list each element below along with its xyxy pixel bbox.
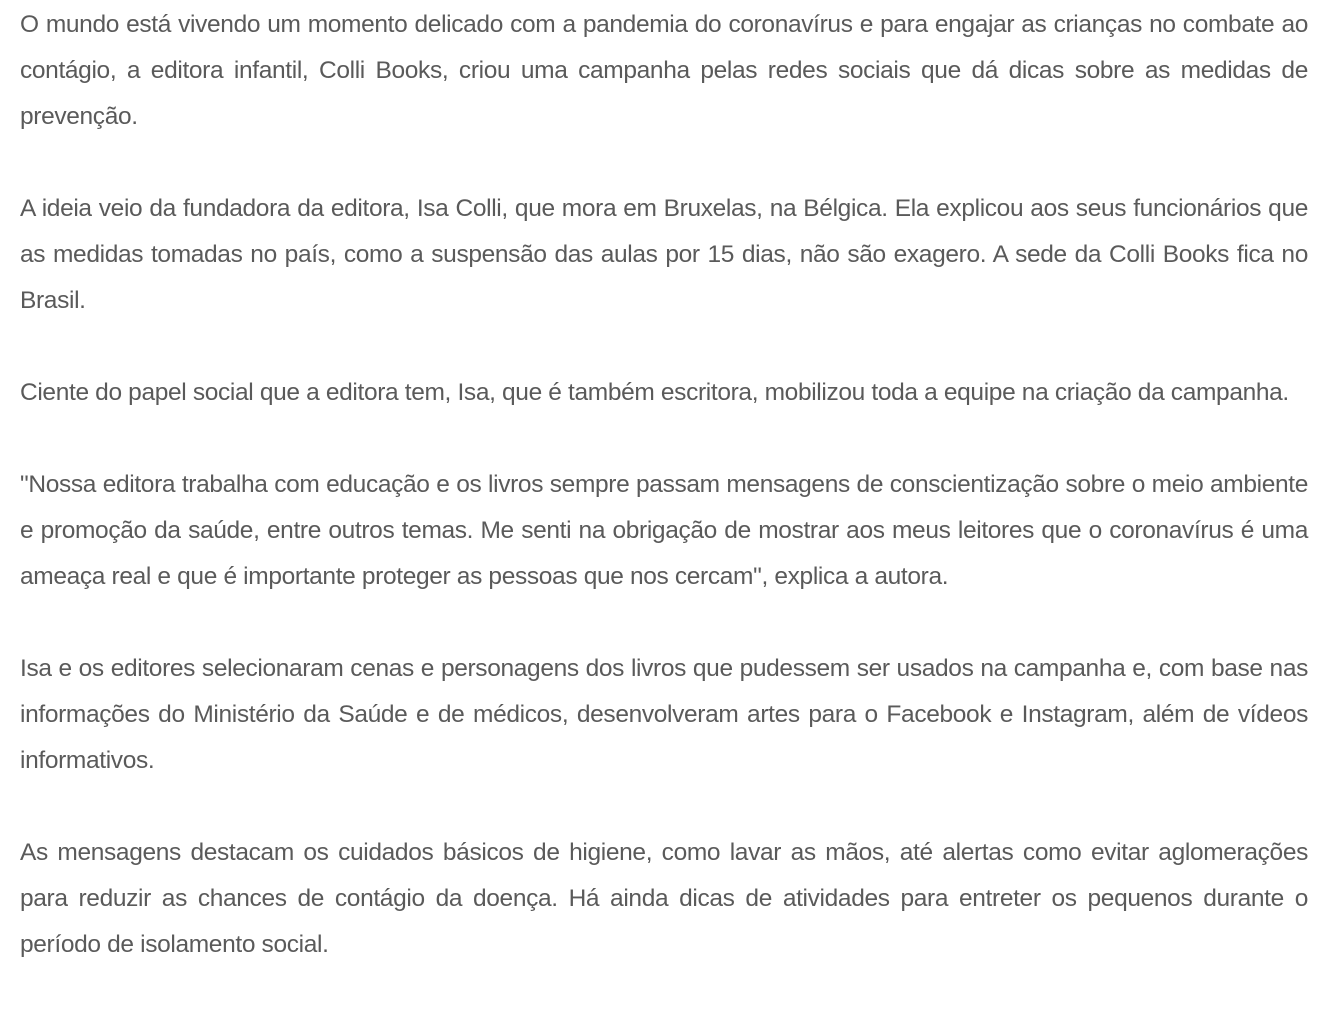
article-paragraph-3: Ciente do papel social que a editora tem, Isa, que é também escritora, mobilizou toda a equipe na criação da campanha.: [20, 379, 1289, 406]
article-paragraph-2: A ideia veio da fundadora da editora, Isa Colli, que mora em Bruxelas, na Bélgica. Ela explicou aos seus funcionários que as medidas tomadas no país, como a suspensão das aulas por 15 dias, não são exagero. A sede da Colli Books fica no Brasil.: [20, 195, 1308, 314]
article-paragraph-1: O mundo está vivendo um momento delicado com a pandemia do coronavírus e para engajar as crianças no combate ao contágio, a editora infantil, Colli Books, criou uma campanha pelas redes sociais que dá dicas sobre as medidas de prevenção.: [20, 11, 1308, 130]
article-paragraph-5: Isa e os editores selecionaram cenas e personagens dos livros que pudessem ser usados na campanha e, com base nas informações do Ministério da Saúde e de médicos, desenvolveram artes para o Facebook e Instagram, além de vídeos informativos.: [20, 655, 1308, 774]
article-paragraph-4-quote: "Nossa editora trabalha com educação e os livros sempre passam mensagens de conscientização sobre o meio ambiente e promoção da saúde, entre outros temas. Me senti na obrigação de mostrar aos meus leitores que o coronavírus é uma ameaça real e que é importante proteger as pessoas que nos cercam", explica a autora.: [20, 471, 1308, 590]
article-paragraph-6: As mensagens destacam os cuidados básicos de higiene, como lavar as mãos, até alertas como evitar aglomerações para reduzir as chances de contágio da doença. Há ainda dicas de atividades para entreter os pequenos durante o período de isolamento social.: [20, 839, 1308, 958]
